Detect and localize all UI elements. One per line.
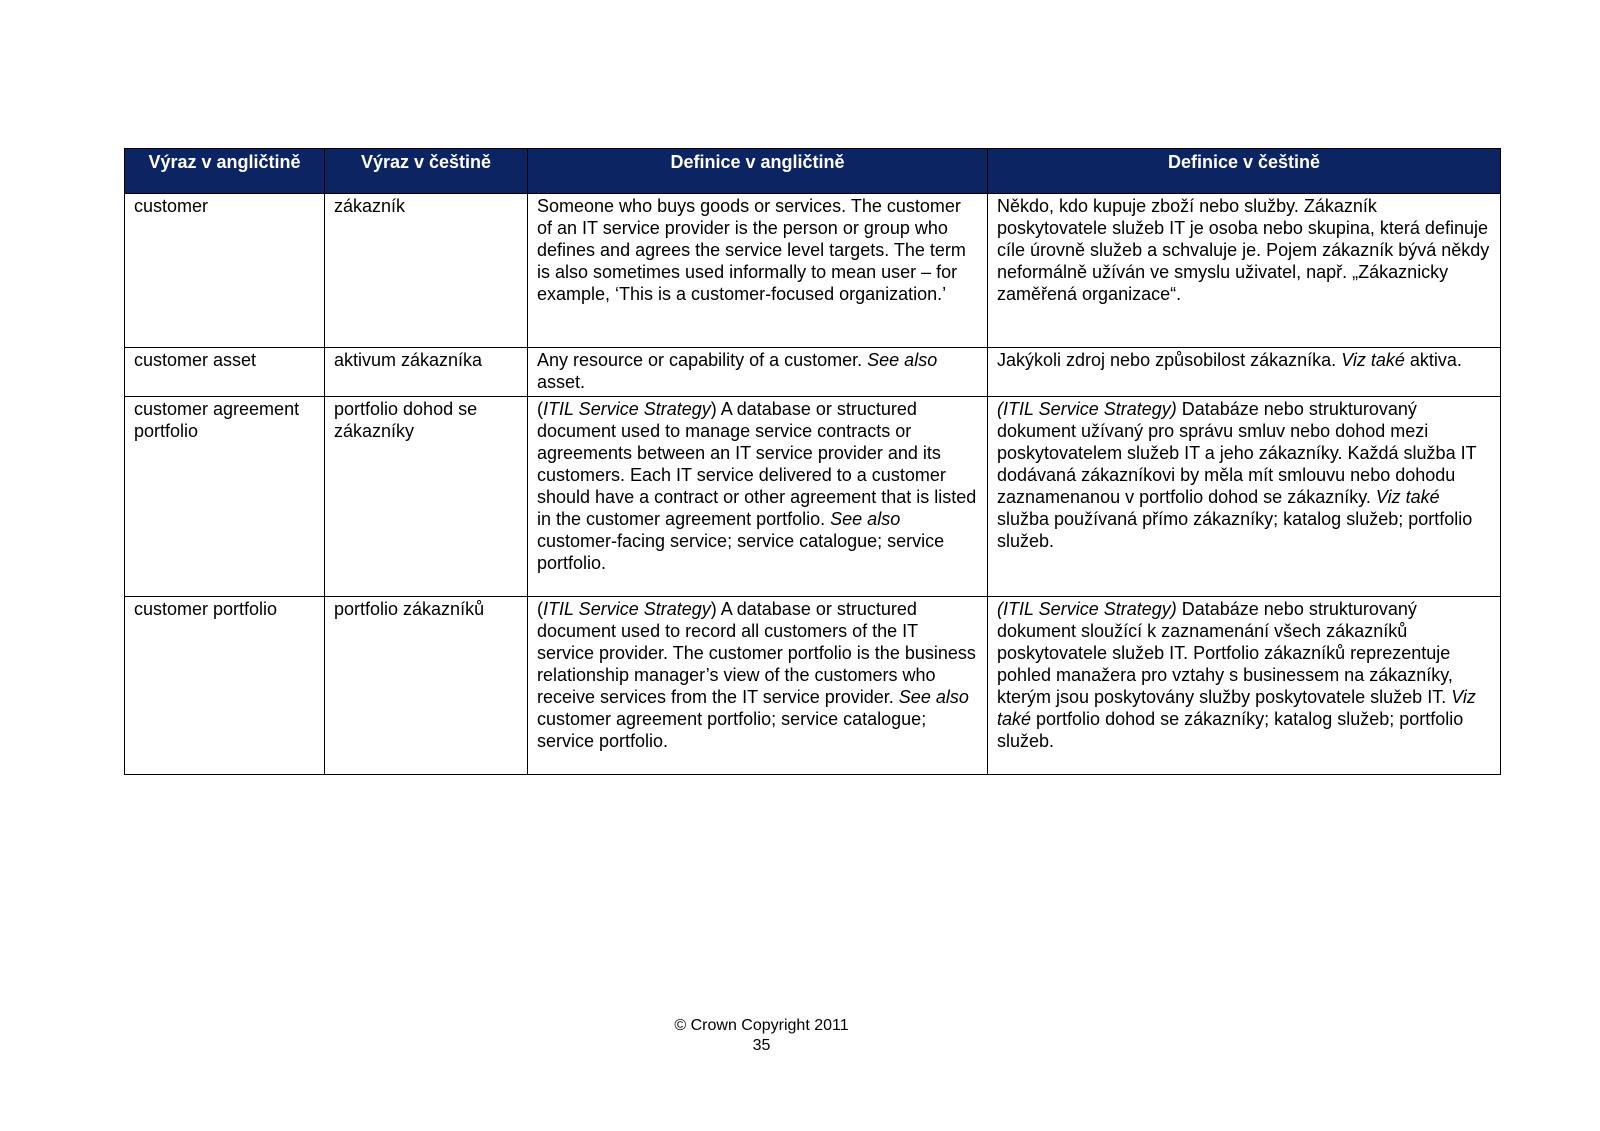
definition-text: portfolio dohod se zákazníky; katalog služeb; portfolio služeb. — [997, 709, 1464, 751]
header-en-definition: Definice v angličtině — [528, 149, 988, 194]
italic-term-text: See also — [867, 350, 938, 370]
definition-text: Databáze nebo strukturovaný dokument sloužící k zaznamenání všech zákazníků poskytovatele služeb IT. Portfolio zákazníků reprezentuje pohled manažera pro vztahy s businessem na zákazníky, kterým jsou poskytovány služby poskytovatele služeb IT. — [997, 599, 1453, 707]
italic-term-text: (ITIL Service Strategy) — [997, 399, 1177, 419]
italic-term-text: Viz také — [1341, 350, 1405, 370]
cs-definition-cell — [988, 397, 1501, 597]
definition-text: customer-facing service; service catalogue; service portfolio. — [537, 531, 945, 573]
cs-definition-cell — [988, 194, 1501, 348]
table-header-row — [125, 149, 1501, 194]
definition-text: Někdo, kdo kupuje zboží nebo služby. Zákazník poskytovatele služeb IT je osoba nebo skupina, která definuje cíle úrovně služeb a schvaluje je. Pojem zákazník bývá někdy neformálně užíván ve smyslu uživatel, např. „Zákaznicky zaměřená organizace“. — [997, 196, 1490, 304]
table-row — [125, 597, 1501, 775]
definition-text: ( — [537, 599, 543, 619]
copyright-notice: © Crown Copyright 2011 — [674, 1017, 849, 1034]
en-term-cell: customer portfolio — [125, 597, 325, 775]
en-definition-cell — [528, 194, 988, 348]
definition-text: ) A database or structured document used to record all customers of the IT service provider. The customer portfolio is the business relationship manager’s view of the customers who receive services from the IT service provider. — [537, 599, 976, 707]
definition-text: aktiva. — [1404, 350, 1462, 370]
cs-term-cell: portfolio zákazníků — [325, 597, 528, 775]
definition-text: asset. — [537, 372, 586, 392]
en-term-cell: customer agreement portfolio — [125, 397, 325, 597]
page-number: 35 — [752, 1037, 771, 1054]
definition-text: Jakýkoli zdroj nebo způsobilost zákazníka. — [997, 350, 1342, 370]
cs-term-cell: zákazník — [325, 194, 528, 348]
en-term-cell: customer — [125, 194, 325, 348]
definition-text: Any resource or capability of a customer. — [537, 350, 868, 370]
header-en-term: Výraz v angličtině — [125, 149, 325, 194]
en-definition-cell — [528, 597, 988, 775]
glossary-table — [124, 148, 1501, 775]
cs-definition-cell — [988, 597, 1501, 775]
italic-term-text: (ITIL Service Strategy) — [997, 599, 1177, 619]
definition-text: Someone who buys goods or services. The customer of an IT service provider is the person or group who defines and agrees the service level targets. The term is also sometimes used informally to mean user – for example, ‘This is a customer-focused organization.’ — [537, 196, 966, 304]
en-definition-cell — [528, 397, 988, 597]
italic-term-text: See also — [830, 509, 901, 529]
en-term-cell: customer asset — [125, 348, 325, 397]
definition-text: customer agreement portfolio; service catalogue; service portfolio. — [537, 709, 927, 751]
italic-term-text: See also — [898, 687, 969, 707]
definition-text: služba používaná přímo zákazníky; katalog služeb; portfolio služeb. — [997, 509, 1473, 551]
header-cs-term: Výraz v češtině — [325, 149, 528, 194]
definition-text: ( — [537, 399, 543, 419]
definition-text: ) A database or structured document used to manage service contracts or agreements between an IT service provider and its customers. Each IT service delivered to a customer should have a contract or other agreement that is listed in the customer agreement portfolio. — [537, 399, 977, 529]
table-row — [125, 348, 1501, 397]
italic-term-text: Viz také — [1375, 487, 1440, 507]
italic-term-text: ITIL Service Strategy — [543, 399, 711, 419]
en-definition-cell — [528, 348, 988, 397]
italic-term-text: Viz také — [997, 687, 1476, 729]
table-row — [125, 194, 1501, 348]
header-cs-definition: Definice v češtině — [988, 149, 1501, 194]
cs-definition-cell — [988, 348, 1501, 397]
cs-term-cell: aktivum zákazníka — [325, 348, 528, 397]
table-row — [125, 397, 1501, 597]
definition-text: Databáze nebo strukturovaný dokument užívaný pro správu smluv nebo dohod mezi poskytovatelem služeb IT a jeho zákazníky. Každá služba IT dodávaná zákazníkovi by měla mít smlouvu nebo dohodu zaznamenanou v portfolio dohod se zákazníky. — [997, 399, 1477, 507]
cs-term-cell: portfolio dohod se zákazníky — [325, 397, 528, 597]
italic-term-text: ITIL Service Strategy — [543, 599, 711, 619]
